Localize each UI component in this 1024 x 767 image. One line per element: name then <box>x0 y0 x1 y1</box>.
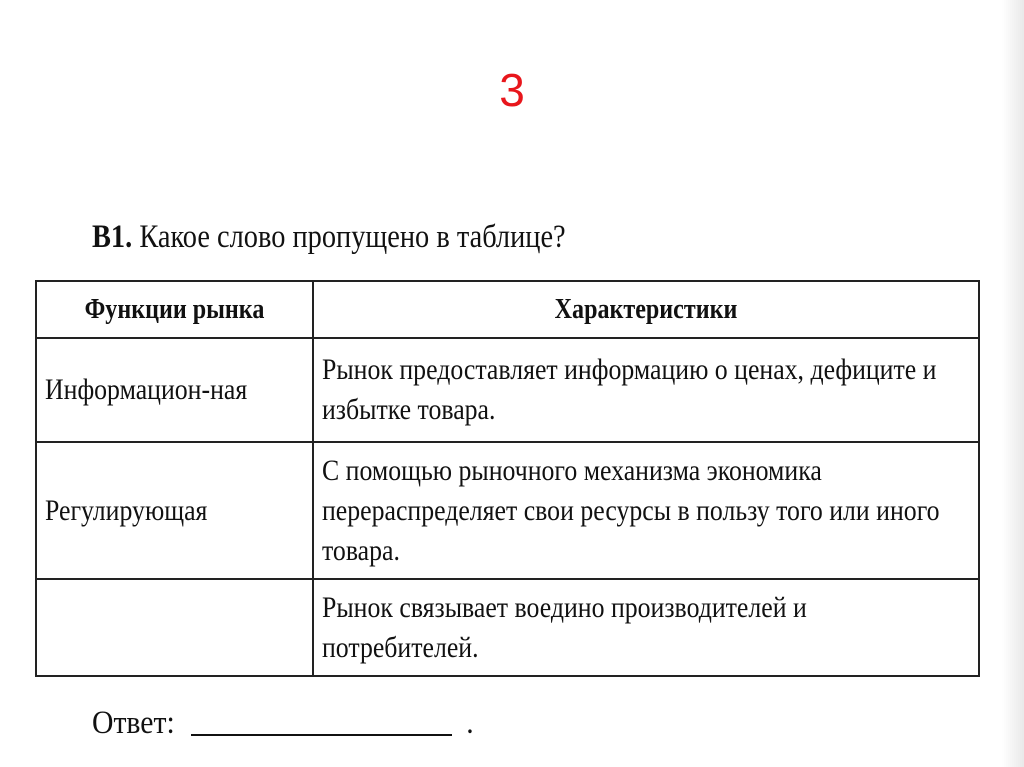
header-characteristics: Характеристики <box>313 281 979 338</box>
function-cell: Регулирующая <box>36 442 313 579</box>
slide-number: 3 <box>499 64 525 116</box>
function-cell-empty <box>36 579 313 676</box>
table-row <box>36 579 979 676</box>
characteristic-cell: Рынок связывает воедино производителей и потребителей. <box>313 579 979 676</box>
header-functions: Функции рынка <box>36 281 313 338</box>
question-label: B1. <box>92 219 133 255</box>
answer-end: . <box>466 705 474 741</box>
table-row <box>36 338 979 442</box>
answer-line <box>92 700 474 746</box>
characteristic-cell: С помощью рыночного механизма экономика перераспределяет свои ресурсы в пользу того или иного товара. <box>313 442 979 579</box>
table-row <box>36 442 979 579</box>
function-cell: Информацион-ная <box>36 338 313 442</box>
answer-label: Ответ: <box>92 705 175 741</box>
market-functions-table <box>35 280 980 677</box>
page-edge-shadow <box>1002 0 1024 767</box>
table-header-row <box>36 281 979 338</box>
question-text: Какое слово пропущено в таблице? <box>139 219 566 255</box>
answer-blank[interactable] <box>191 734 452 736</box>
question <box>92 214 566 260</box>
characteristic-cell: Рынок предоставляет информацию о ценах, дефиците и избытке товара. <box>313 338 979 442</box>
